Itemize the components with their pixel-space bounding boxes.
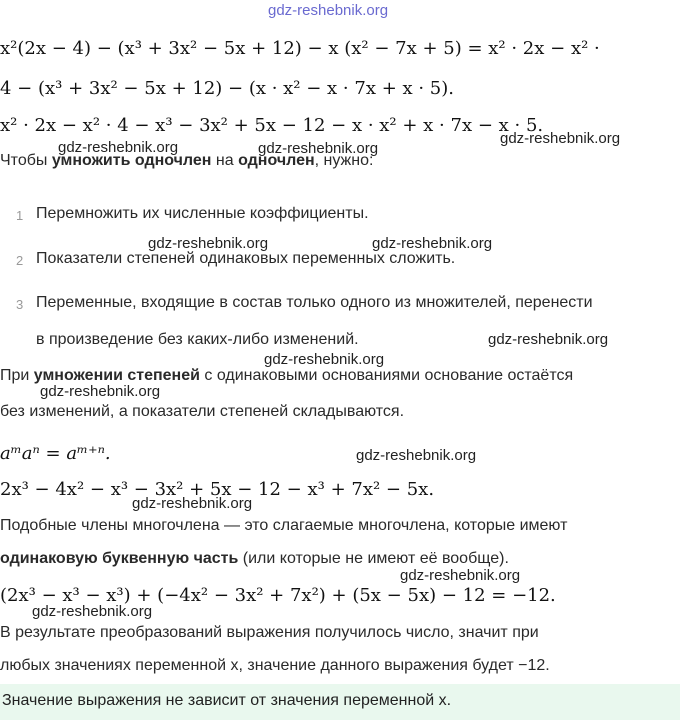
watermark: gdz-reshebnik.org [40,383,161,400]
powers-bold: умножении степеней [33,367,200,384]
rule-bold-1: умножить одночлен [51,152,212,169]
result-line-2: любых значениях переменной x, значение данного выражения будет −12. [0,657,550,674]
step-text-3-cont: в произведение без каких-либо изменений. [36,331,359,348]
power-formula: aᵐaⁿ = aᵐ⁺ⁿ. [0,443,111,464]
watermark: gdz-reshebnik.org [132,495,253,512]
math-line-2: 4 − (x³ + 3x² − 5x + 12) − (x · x² − x · 7x + x · 5). [0,78,455,99]
watermark: gdz-reshebnik.org [148,235,269,252]
step-text-1: Перемножить их численные коэффициенты. [36,205,369,222]
rule-suffix: , нужно: [314,152,374,169]
step-number-3: 3 [16,297,24,312]
math-line-4: 2x³ − 4x² − x³ − 3x² + 5x − 12 − x³ + 7x² − 5x. [0,479,435,500]
step-number-2: 2 [16,253,24,268]
watermark: gdz-reshebnik.org [58,139,179,156]
math-line-3: x² · 2x − x² · 4 − x³ − 3x² + 5x − 12 − x · x² + x · 7x − x · 5. [0,115,544,136]
answer-text: Значение выражения не зависит от значения переменной x. [2,692,452,709]
rule-bold-2: одночлен [238,152,315,169]
step-text-2: Показатели степеней одинаковых переменных сложить. [36,250,456,267]
watermark: gdz-reshebnik.org [400,567,521,584]
rule-prefix: Чтобы [0,152,52,169]
answer-box [0,684,680,720]
powers-rule-cont: без изменений, а показатели степеней складываются. [0,403,405,420]
watermark: gdz-reshebnik.org [264,351,385,368]
powers-prefix: При [0,367,34,384]
watermark: gdz-reshebnik.org [258,140,379,157]
similar-terms-def: Подобные члены многочлена — это слагаемые многочлена, которые имеют [0,517,568,534]
watermark: gdz-reshebnik.org [372,235,493,252]
math-line-1: x²(2x − 4) − (x³ + 3x² − 5x + 12) − x (x² − 7x + 5) = x² · 2x − x² · [0,38,600,59]
math-line-5: (2x³ − x³ − x³) + (−4x² − 3x² + 7x²) + (5x − 5x) − 12 = −12. [0,585,556,606]
watermark: gdz-reshebnik.org [488,331,609,348]
powers-suffix: с одинаковыми основаниями основание остаётся [199,367,574,384]
step-text-3: Переменные, входящие в состав только одного из множителей, перенести [36,294,593,311]
rule-middle: на [211,152,239,169]
watermark-header[interactable]: gdz-reshebnik.org [268,2,389,19]
watermark: gdz-reshebnik.org [356,447,477,464]
similar-terms-cont [0,550,509,568]
watermark: gdz-reshebnik.org [32,603,153,620]
result-line-1: В результате преобразований выражения получилось число, значит при [0,624,539,641]
step-number-1: 1 [16,208,24,223]
watermark: gdz-reshebnik.org [500,130,621,147]
similar-suffix: (или которые не имеют её вообще). [238,550,509,567]
similar-bold: одинаковую буквенную часть [0,550,239,567]
